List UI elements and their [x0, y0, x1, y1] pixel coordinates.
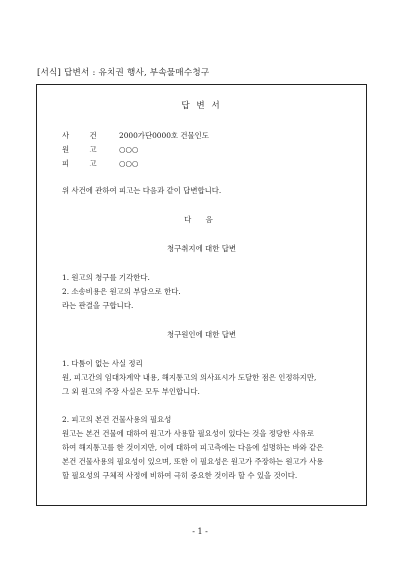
defendant-label: 피 고	[62, 159, 106, 168]
page-number: - 1 -	[192, 527, 208, 536]
intro-text: 위 사건에 관하여 피고는 다음과 같이 답변합니다.	[62, 186, 222, 195]
subsection-title: 1. 다툼이 없는 사실 정리	[62, 359, 143, 368]
paragraph-line: 그 외 원고의 주장 사실은 모두 부인합니다.	[62, 387, 200, 396]
plaintiff-value: ○○○	[119, 145, 139, 154]
paragraph-line: 원고는 본건 건물에 대하여 원고가 사용할 필요성이 있다는 것을 정당한 사유로	[62, 429, 314, 438]
document-header: [서식] 답변서 : 유치권 행사, 부속물매수청구	[37, 68, 210, 78]
claim-item: 2. 소송비용은 원고의 부담으로 한다.	[62, 287, 181, 296]
case-label: 사 건	[62, 131, 106, 140]
paragraph-line: 원, 피고간의 임대차계약 내용, 해지통고의 의사표시가 도달한 점은 인정하지만,	[62, 373, 317, 382]
claim-purpose-heading: 청구취지에 대한 답변	[167, 244, 236, 253]
document-title: 답 변 서	[181, 101, 222, 111]
claim-item: 1. 원고의 청구를 기각한다.	[62, 273, 150, 282]
paragraph-line: 할 필요성의 구체적 사정에 비하여 극히 중요한 것이라 할 수 있을 것이다.	[62, 471, 298, 480]
paragraph-line: 본건 건물사용의 필요성이 있으며, 또한 이 필요성은 원고가 주장하는 원고가 사용	[62, 457, 324, 466]
next-heading: 다 음	[184, 215, 219, 224]
case-value: 2000가단0000호 건물인도	[119, 131, 209, 140]
document-frame	[36, 84, 367, 506]
claim-item: 라는 판결을 구합니다.	[62, 301, 134, 310]
plaintiff-label: 원 고	[62, 145, 106, 154]
paragraph-line: 하여 해지통고를 한 것이지만, 이에 대하여 피고측에는 다음에 설명하는 바와 같은	[62, 443, 324, 452]
claim-cause-heading: 청구원인에 대한 답변	[167, 330, 236, 339]
defendant-value: ○○○	[119, 159, 139, 168]
subsection-title: 2. 피고의 본건 건물사용의 필요성	[62, 415, 172, 424]
